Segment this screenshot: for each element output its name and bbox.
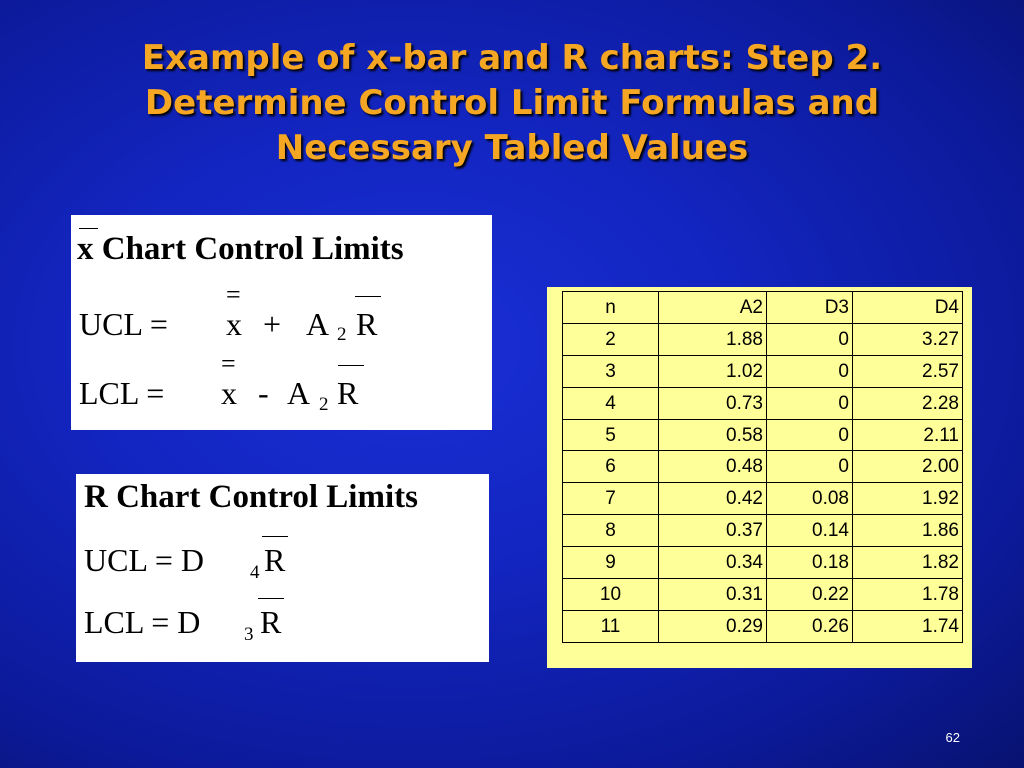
r-overbar [338,365,364,366]
table-row [563,515,963,547]
double-bar-symbol: = [226,280,241,309]
r-symbol: R [356,306,378,342]
table-cell: 6 [563,451,659,483]
table-cell: 3 [563,355,659,387]
r-overbar [262,536,288,537]
table-cell: 0.18 [767,547,853,579]
a-symbol: A [287,375,311,411]
page-number: 62 [945,730,960,745]
table-cell: 2.57 [853,355,963,387]
table-cell: 1.86 [853,515,963,547]
xbar-x-symbol: x [221,375,237,411]
table-row [563,547,963,579]
table-cell: 1.82 [853,547,963,579]
xbar-x-symbol: x [226,306,242,342]
double-bar-symbol: = [221,349,236,378]
table-cell: 0.73 [659,387,767,419]
table-cell: 0 [767,387,853,419]
table-cell: 0.48 [659,451,767,483]
table-row [563,579,963,611]
xbar-overbar [79,228,98,229]
table-row [563,483,963,515]
table-cell: 1.02 [659,355,767,387]
table-cell: 0.26 [767,610,853,642]
table-cell: 0 [767,451,853,483]
table-row [563,355,963,387]
table-cell: 0.34 [659,547,767,579]
table-cell: 8 [563,515,659,547]
r-symbol: R [337,375,359,411]
table-cell: 2.11 [853,419,963,451]
r-limits-box [76,474,489,662]
table-cell: 1.92 [853,483,963,515]
table-cell: 0 [767,419,853,451]
r-overbar [355,296,381,297]
table-cell: 11 [563,610,659,642]
title-line: Determine Control Limit Formulas and [144,83,880,123]
table-cell: 1.88 [659,323,767,355]
table-cell: 0.37 [659,515,767,547]
table-cell: 9 [563,547,659,579]
table-cell: 2 [563,323,659,355]
table-row [563,610,963,642]
d4-subscript: 4 [250,562,260,583]
minus-sign: - [258,375,269,411]
a-symbol: A [306,306,330,342]
table-cell: 4 [563,387,659,419]
xbar-heading: x Chart Control Limits [77,231,404,267]
column-header: n [563,292,659,324]
table-row [563,387,963,419]
table-cell: 0.08 [767,483,853,515]
table-cell: 0 [767,355,853,387]
r-ucl-label: UCL = D [84,542,204,578]
table-cell: 0.42 [659,483,767,515]
r-heading: R Chart Control Limits [84,479,418,515]
xbar-ucl-label: UCL = [79,306,168,342]
table-cell: 10 [563,579,659,611]
table-cell: 1.78 [853,579,963,611]
column-header: A2 [659,292,767,324]
xbar-lcl-label: LCL = [79,375,165,411]
column-header: D4 [853,292,963,324]
column-header: D3 [767,292,853,324]
control-chart-factors-table [562,291,963,643]
slide-title [40,36,984,171]
table-row [563,451,963,483]
table-cell: 0.29 [659,610,767,642]
r-symbol: R [260,604,282,640]
table-row [563,419,963,451]
table-cell: 0 [767,323,853,355]
table-cell: 0.58 [659,419,767,451]
table-header-row [563,292,963,324]
table-cell: 5 [563,419,659,451]
a-subscript: 2 [337,324,347,345]
r-symbol: R [264,542,286,578]
table-cell: 2.00 [853,451,963,483]
factors-table-panel [547,287,972,668]
a-subscript: 2 [319,394,329,415]
r-lcl-label: LCL = D [84,604,201,640]
title-line: Necessary Tabled Values [275,128,749,168]
table-cell: 1.74 [853,610,963,642]
d3-subscript: 3 [244,624,254,645]
table-cell: 3.27 [853,323,963,355]
plus-sign: + [263,306,282,342]
table-row [563,323,963,355]
table-cell: 2.28 [853,387,963,419]
table-cell: 7 [563,483,659,515]
table-cell: 0.22 [767,579,853,611]
title-line: Example of x-bar and R charts: Step 2. [141,38,883,78]
r-overbar [258,598,284,599]
xbar-limits-box [71,215,492,430]
table-cell: 0.31 [659,579,767,611]
table-cell: 0.14 [767,515,853,547]
